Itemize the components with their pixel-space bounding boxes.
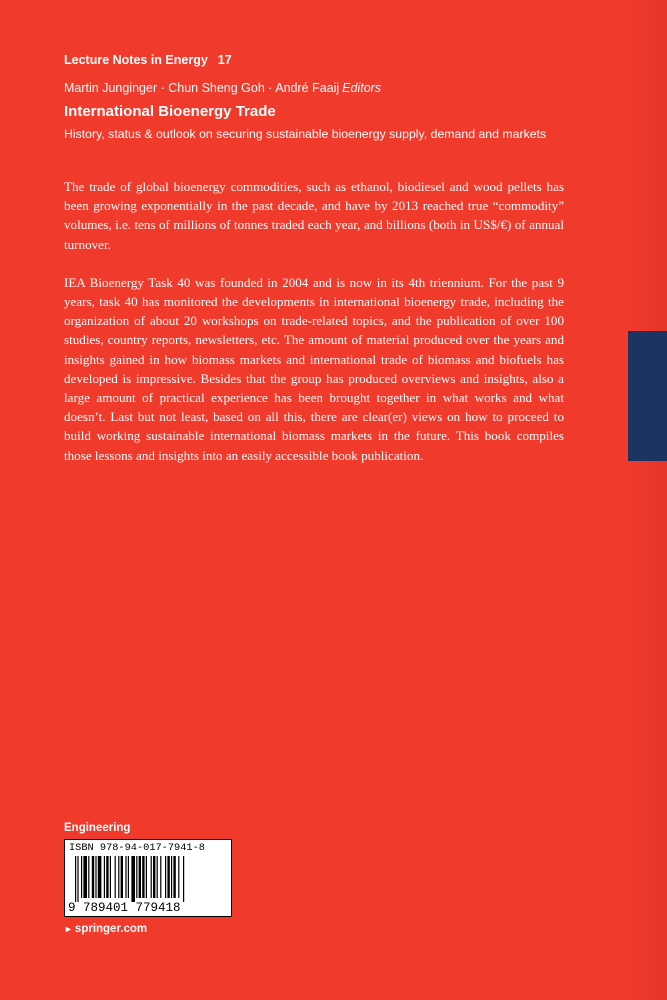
barcode-bar — [118, 856, 119, 898]
blurb-paragraph-1: The trade of global bioenergy commodities, such as ethanol, biodiesel and wood pellets has been growing exponentially in the past decade, and have by 2013 reached true “commodity” volumes, i.e. tens of millions of tonnes traded each year, and billions (both in US$/€) of annual turnover. — [64, 179, 564, 252]
barcode-bar — [92, 856, 94, 898]
barcode-bar — [171, 856, 172, 898]
blurb — [64, 177, 564, 484]
barcode-bar — [95, 856, 96, 898]
barcode-bars — [75, 856, 225, 902]
subject-label: Engineering — [64, 822, 131, 834]
barcode-bar — [83, 856, 87, 898]
barcode-bar — [151, 856, 152, 898]
barcode-bar — [160, 856, 161, 898]
barcode-bar — [167, 856, 169, 898]
barcode-digits: 9 789401 779418 — [68, 901, 181, 915]
barcode-bar — [173, 856, 175, 898]
barcode-bar — [128, 856, 129, 898]
barcode-bar — [157, 856, 158, 898]
barcode-bar — [88, 856, 89, 898]
website-link[interactable] — [64, 923, 147, 935]
isbn-barcode — [64, 839, 232, 917]
barcode-bar — [153, 856, 155, 898]
barcode-bar — [139, 856, 141, 898]
barcode-bar — [165, 856, 166, 898]
barcode-bar — [125, 856, 126, 898]
website-text: springer.com — [74, 923, 148, 935]
spine-shade — [627, 0, 667, 1000]
barcode-bar — [115, 856, 116, 898]
barcode-bar — [110, 856, 111, 898]
barcode-bar — [142, 856, 144, 898]
book-subtitle: History, status & outlook on securing sustainable bioenergy supply, demand and markets — [64, 127, 547, 141]
barcode-bar — [121, 856, 123, 898]
series-line — [64, 53, 232, 67]
barcode-bar — [98, 856, 102, 898]
editor-names: Martin Junginger · Chun Sheng Goh · André Faaij — [64, 81, 340, 95]
barcode-bar — [183, 856, 184, 902]
barcode-bar — [77, 856, 78, 902]
barcode-bar — [136, 856, 137, 898]
barcode-bar — [178, 856, 179, 898]
editors-line — [64, 81, 381, 95]
book-title: International Bioenergy Trade — [64, 103, 276, 120]
blurb-paragraph-2: IEA Bioenergy Task 40 was founded in 2004 and is now in its 4th triennium. For the past 9 years, task 40 has monitored the developments in international bioenergy trade, including the organization of about 20 workshops on trade-related topics, and the publication of over 100 studies, country reports, newsletters, etc. The amount of material produced over the years and insights gained in how biomass markets and international trade of biomass and biofuels has developed is impressive. Besides that the group has produced overviews and insights, also a large amount of practical experience has been brought together in what works and what doesn’t. Last but not least, based on all this, there are clear(er) views on how to proceed to build working sustainable international biomass markets in the future. This book compiles those lessons and insights into an easily accessible book publication. — [64, 274, 564, 463]
barcode-bar — [131, 856, 135, 902]
editors-role: Editors — [342, 81, 382, 95]
barcode-bar — [75, 856, 76, 902]
arrow-icon: ► — [64, 924, 73, 934]
series-volume: 17 — [217, 53, 232, 67]
barcode-bar — [106, 856, 108, 898]
barcode-bar — [81, 856, 82, 898]
isbn-text: ISBN 978-94-017-7941-8 — [69, 842, 205, 854]
color-tab — [628, 331, 667, 461]
barcode-bar — [146, 856, 147, 898]
barcode-bar — [104, 856, 105, 898]
series-name: Lecture Notes in Energy — [64, 53, 208, 67]
